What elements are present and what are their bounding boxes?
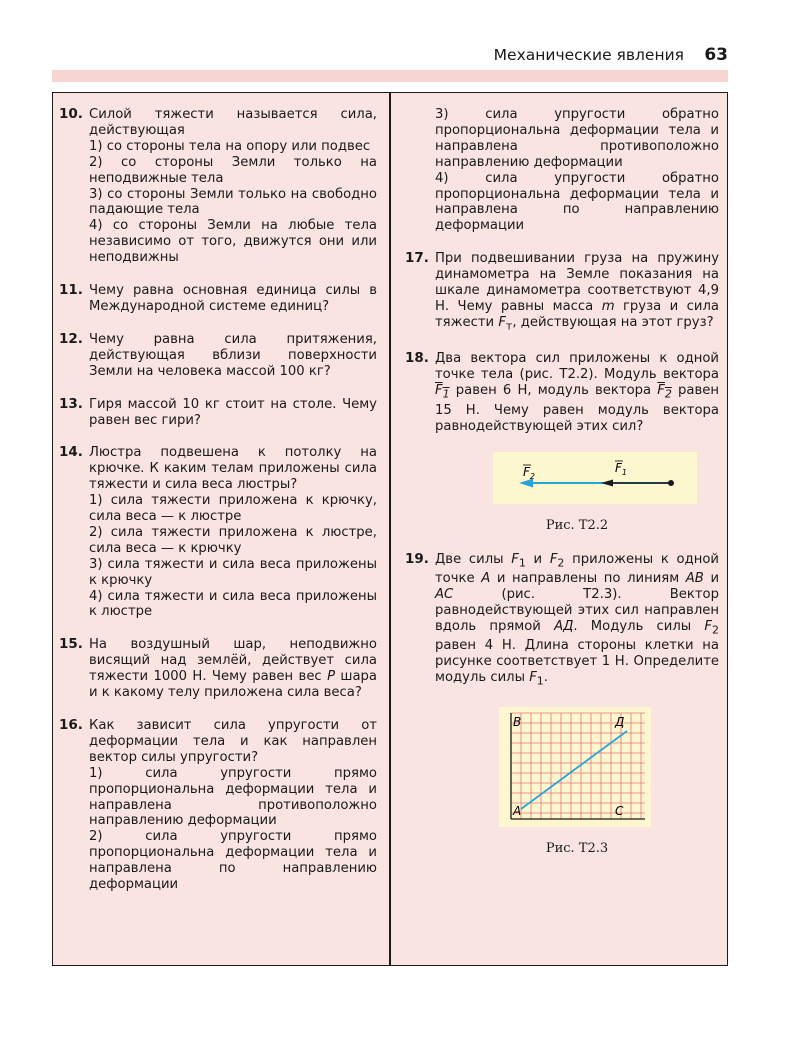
text-segment: и [703,571,720,587]
task-14 [59,445,377,620]
subscript: 2 [557,556,565,570]
task-option: 3) со стороны Земли только на свободно падающие тела [89,186,377,218]
task-number: 14. [59,444,83,461]
figure-t2-2-box [493,452,697,504]
force-f2: F [704,618,713,634]
section-title: Механические явления [493,46,684,64]
task-option: 3) сила тяжести и сила веса приложены к крючку [89,556,377,588]
text-segment: . [543,670,548,686]
variable-p: P [327,669,336,685]
label-f2: $F_2$ [523,464,535,481]
task-question: Люстра подвешена к потолку на крючке. К каким телам приложены сила тяжести и сила веса люстры? [89,445,377,493]
task-option: 4) сила упругости обратно пропорциональна деформации тела и направлена по направлению деформации [435,170,719,234]
figure-caption: Рис. Т2.3 [545,840,609,856]
label-f1: $F_1$ [615,460,627,477]
page-header [0,0,794,70]
text-segment: . Модуль силы [573,618,705,634]
text-segment: равен 15 Н. Чему равен модуль вектора равнодействующей этих сил? [435,383,719,434]
task-number: 17. [405,250,429,267]
text-segment: При подвешивании груза на пружину динамометра на Земле показания на шкале динамометра соответствуют 4,9 Н. Чему равны масса [435,251,719,314]
task-option: 2) сила тяжести приложена к люстре, сила веса — к крючку [89,524,377,556]
text-segment: и [525,551,550,567]
task-number: 10. [59,106,83,122]
figure-t2-2 [435,452,719,534]
label-a: A [513,803,522,818]
vector-letter: F [657,383,665,399]
task-question: Чему равна сила притяжения, действующая вблизи поверхности Земли на человека массой 100 кг? [89,331,377,379]
text-segment: груза и сила тяжести [435,298,719,330]
task-question: Гиря массой 10 кг стоит на столе. Чему равен вес гири? [89,396,377,428]
variable-m: m [601,298,615,314]
label-c: C [615,803,624,818]
text-segment: На воздушный шар, неподвижно висящий над землёй, действует сила тяжести 1000 Н. Чему равен вес [89,637,377,685]
task-question [435,552,719,690]
task-number: 18. [405,350,429,367]
task-18 [405,351,719,434]
task-question [435,351,719,434]
task-number: 15. [59,636,83,653]
task-option: 1) со стороны тела на опору или подвес [89,138,371,154]
text-segment: , действующая на этот груз? [512,314,714,330]
task-question [89,637,377,701]
text-segment: равен 6 Н, модуль вектора [449,383,658,399]
task-question: Чему равна основная единица силы в Международной системе единиц? [89,283,377,314]
text-segment: равен 4 Н. Длина стороны клетки на рисунке соответствует 1 Н. Определите модуль силы [435,638,719,686]
force-vectors-diagram [493,452,697,504]
task-option: 1) сила тяжести приложена к крючку, сила веса — к люстре [89,493,377,525]
task-option: 4) со стороны Земли на любые тела независимо от того, движутся они или неподвижны [89,218,377,266]
task-17 [405,251,719,334]
task-option: 2) со стороны Земли только на неподвижные тела [89,154,377,186]
subscript: 1 [518,556,526,570]
figure-t2-3-box [499,707,651,827]
line-ab: AB [685,571,704,587]
task-12 [59,332,377,380]
task-16 [59,718,377,893]
task-option: 3) сила упругости обратно пропорциональна деформации тела и направлена противоположно направлению деформации [435,107,719,170]
task-number: 11. [59,282,83,299]
tasks-panel [52,92,728,966]
line-ac: AC [435,586,454,602]
task-11 [59,283,377,315]
subscript: т [505,319,513,333]
task-16-continued [405,107,719,234]
text-segment: приложены к одной точке [435,551,719,587]
task-number: 12. [59,330,83,347]
text-segment: шара и к какому телу приложена сила веса? [89,669,377,701]
vector-letter: F [435,383,443,399]
figure-caption: Рис. Т2.2 [545,517,609,533]
subscript: 2 [664,387,672,401]
task-number: 16. [59,717,83,733]
task-question [435,251,719,334]
task-question: Как зависит сила упругости от деформации тела и как направлен вектор силы упругости? [89,718,377,765]
application-point [668,480,674,486]
task-number: 13. [59,395,83,412]
task-option: 1) сила упругости прямо пропорциональна деформации тела и направлена противоположно направлению деформации [89,765,377,829]
text-segment: Две силы [435,551,512,567]
force-f1: F [529,670,537,686]
task-15 [59,637,377,701]
task-13 [59,397,377,429]
task-10 [59,107,377,266]
force-f2: F [549,551,558,567]
left-column [59,107,377,910]
vector-f1 [435,383,450,401]
text-segment: и направлены по линиям [490,571,686,587]
task-number: 19. [405,550,429,567]
vector-f1-arrowhead [601,479,613,486]
task-19 [405,552,719,690]
label-d: Д [615,714,625,729]
header-band [52,70,728,82]
task-option: 2) сила упругости прямо пропорциональна деформации тела и направлена по направлению деформации [89,829,377,893]
line-ad: AД [554,618,574,634]
page-number: 63 [704,45,728,65]
text-segment: Два вектора сил приложены к одной точке тела (рис. Т2.2). Модуль вектора [435,351,719,383]
grid-diagram [499,707,651,827]
text-segment: (рис. Т2.3). Вектор равнодействующей этих сил направлен вдоль прямой [435,586,719,634]
variable-f: F [498,314,506,330]
task-question: Силой тяжести называется сила, действующая [89,107,377,138]
vector-f2 [657,383,672,401]
column-divider [389,93,391,965]
task-option: 4) сила тяжести и сила веса приложены к люстре [89,588,377,620]
figure-t2-3 [435,707,719,857]
force-f1: F [511,551,519,567]
subscript: 2 [712,623,720,637]
subscript: 1 [442,387,450,401]
point-a: A [481,571,491,587]
label-b: B [513,714,522,729]
subscript: 1 [536,674,544,688]
right-column [405,107,719,875]
